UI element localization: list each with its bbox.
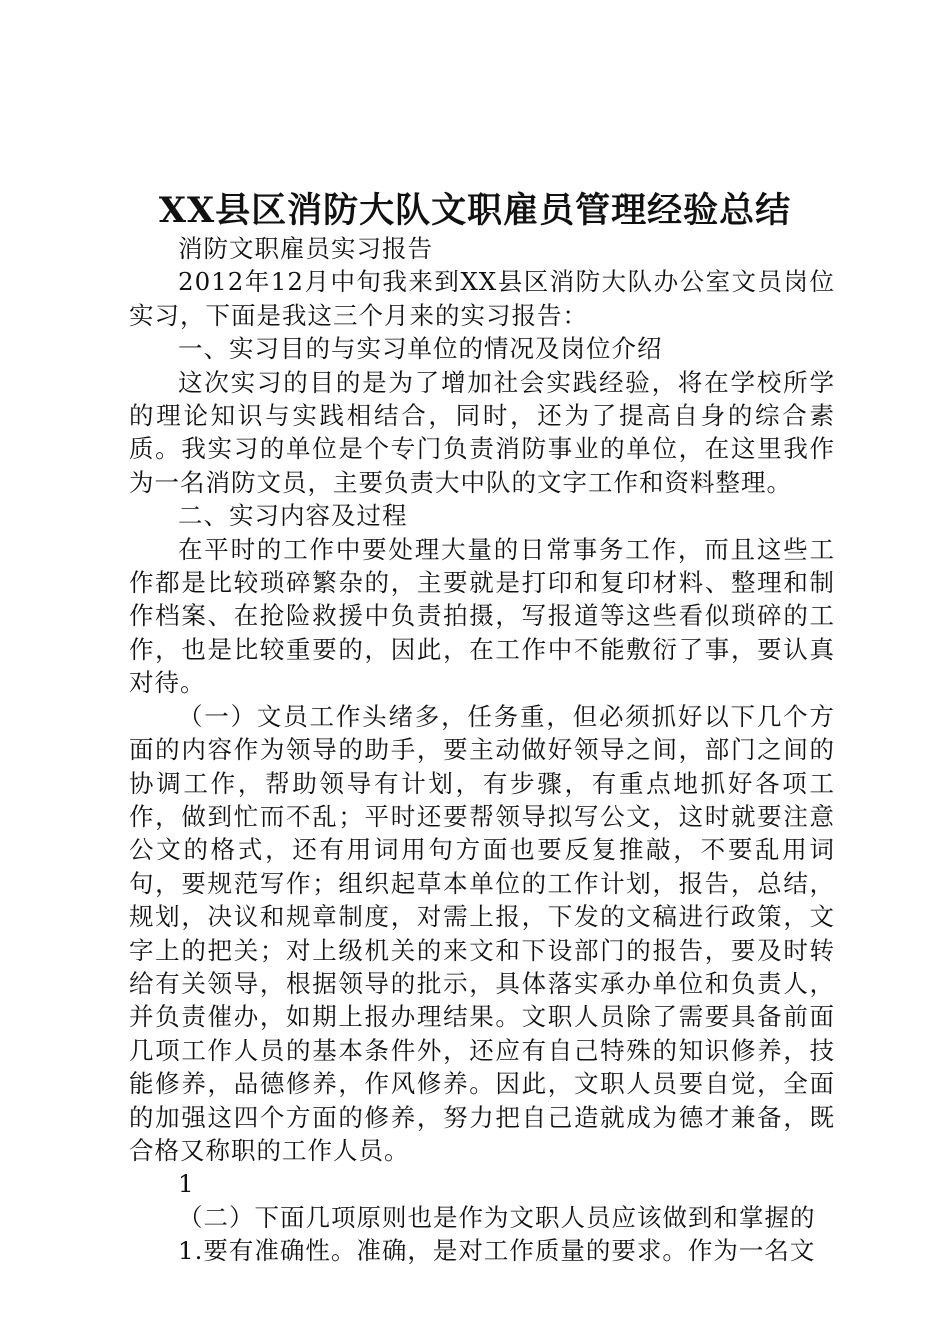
document-title: XX县区消防大队文职雇员管理经验总结 — [158, 190, 792, 231]
paragraph-daily-work: 在平时的工作中要处理大量的日常事务工作，而且这些工作都是比较琐碎繁杂的，主要就是打印和复印材料、整理和制作档案、在抢险救援中负责拍摄，写报道等这些看似琐碎的工作，也是比较重要的，因此，在工作中不能敷衍了事，要认真对待。 — [129, 534, 835, 698]
paragraph-principles: （二）下面几项原则也是作为文职人员应该做到和掌握的 — [178, 1202, 816, 1232]
paragraph-subtitle: 消防文职雇员实习报告 — [178, 234, 433, 263]
paragraph-intro: 2012年12月中旬我来到XX县区消防大队办公室文员岗位实习，下面是我这三个月来的实习报告： — [129, 267, 835, 330]
paragraph-clerk-tasks: （一）文员工作头绪多，任务重，但必须抓好以下几个方面的内容作为领导的助手，要主动做好领导之间，部门之间的协调工作，帮助领导有计划，有步骤，有重点地抓好各项工作，做到忙而不乱；平时还要帮领导拟写公文，这时就要注意公文的格式，还有用词用句方面也要反复推敲，不要乱用词句，要规范写作；组织起草本单位的工作计划，报告，总结，规划，决议和规章制度，对需上报，下发的文稿进行政策，文字上的把关；对上级机关的来文和下设部门的报告，要及时转给有关领导，根据领导的批示，具体落实承办单位和负责人，并负责催办，如期上报办理结果。文职人员除了需要具备前面几项工作人员的基本条件外，还应有自己特殊的知识修养，技能修养，品德修养，作风修养。因此，文职人员要自觉，全面的加强这四个方面的修养，努力把自己造就成为德才兼备，既合格又称职的工作人员。 — [129, 701, 835, 1165]
paragraph-accuracy: 1.要有准确性。准确，是对工作质量的要求。作为一名文 — [178, 1236, 816, 1266]
paragraph-purpose: 这次实习的目的是为了增加社会实践经验，将在学校所学的理论知识与实践相结合，同时，还为了提高自身的综合素质。我实习的单位是个专门负责消防事业的单位，在这里我作为一名消防文员，主要负责大中队的文字工作和资料整理。 — [129, 367, 835, 497]
section-heading-2: 二、实习内容及过程 — [178, 501, 408, 531]
document-body — [129, 232, 835, 1268]
page-number: 1 — [178, 1169, 194, 1199]
section-heading-1: 一、实习目的与实习单位的情况及岗位介绍 — [178, 334, 663, 364]
